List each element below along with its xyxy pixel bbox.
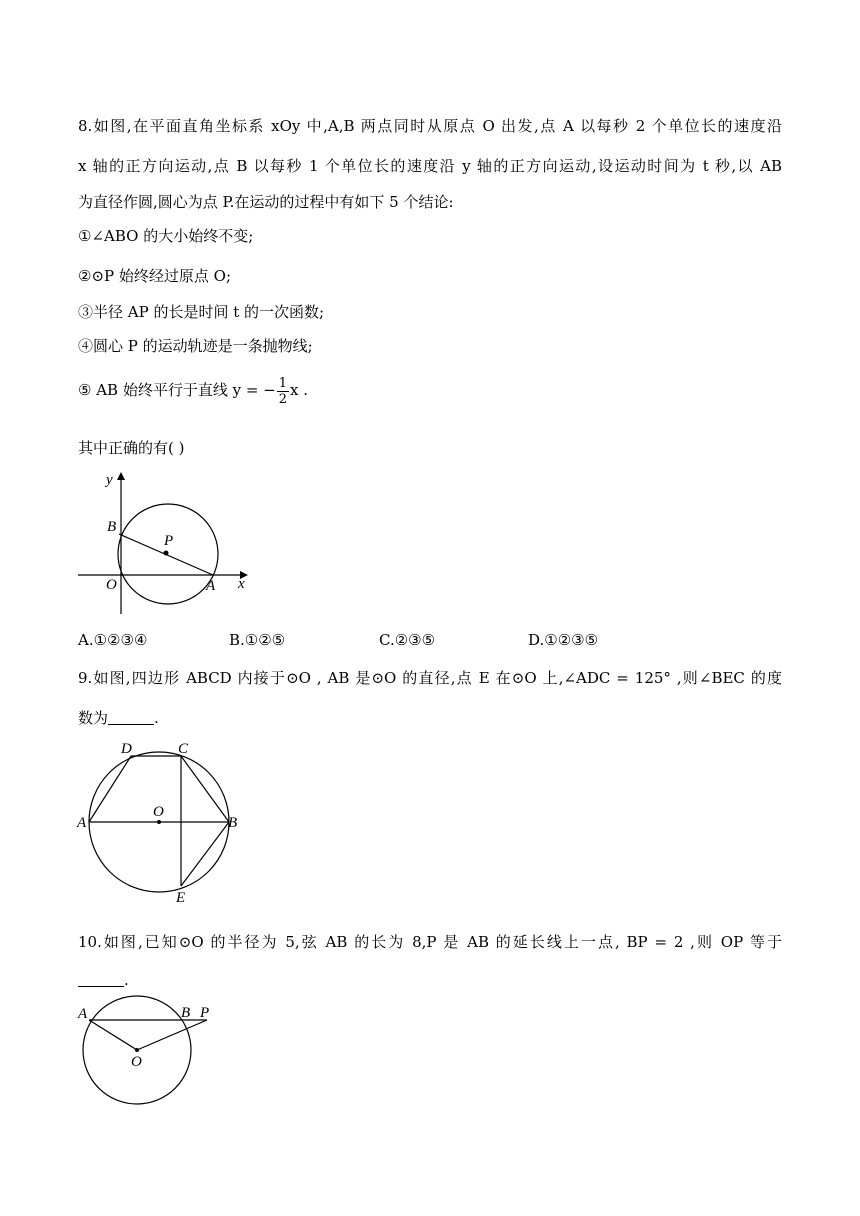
q8-figure [76,464,256,624]
q8-line-3: 为直径作圆,圆心为点 P.在运动的过程中有如下 5 个结论: [78,193,454,211]
label-e: E [176,890,186,906]
label-y: y [106,472,113,488]
label-a: A [78,1006,88,1022]
label-x: x [238,576,245,592]
q9-line-2 [78,708,159,728]
q10-line-2 [78,970,129,990]
q10-line-2-end: . [124,971,129,989]
q8-line-2: x 轴的正方向运动,点 B 以每秒 1 个单位长的速度沿 y 轴的正方向运动,设运动时间为 t 秒,以 AB [78,157,782,175]
q10-line-1: 10.如图,已知⊙O 的半径为 5,弦 AB 的长为 8,P 是 AB 的延长线上一点, BP = 2 ,则 OP 等于 [78,933,782,951]
fraction-denominator: 2 [278,391,288,407]
q9-line-2-text: 数为 [78,709,109,727]
label-d: D [121,741,132,757]
segment-oa [89,1020,137,1050]
label-a: A [77,815,87,831]
label-a: A [206,578,216,594]
center-point-o [157,820,161,824]
label-b: B [181,1005,191,1021]
q8-conclusion-2: ②⊙P 始终经过原点 O; [78,267,231,285]
label-b: B [228,815,238,831]
segment-op [137,1020,207,1050]
answer-blank[interactable] [108,710,154,725]
center-point-o [135,1048,139,1052]
q8-conclusion-4: ④圆心 P 的运动轨迹是一条抛物线; [78,337,313,355]
fraction [277,376,289,407]
label-o: O [153,804,164,820]
label-o: O [131,1054,142,1070]
option-a[interactable]: A.①②③④ [78,631,148,649]
q10-figure [76,998,226,1110]
answer-blank[interactable] [78,972,124,987]
option-c[interactable]: C.②③⑤ [379,631,436,649]
option-d[interactable]: D.①②③⑤ [528,631,599,649]
q8-conclusion-5-text: ⑤ AB 始终平行于直线 y = − [78,381,276,399]
fraction-numerator: 1 [278,375,288,391]
q8-conclusion-1: ①∠ABO 的大小始终不变; [78,227,254,245]
y-axis-arrow [117,472,125,480]
q8-conclusion-3: ③半径 AP 的长是时间 t 的一次函数; [78,303,325,321]
center-point-p [164,551,169,556]
q8-question-prompt: 其中正确的有( ) [78,439,185,457]
label-c: C [178,741,189,757]
label-p: P [200,1005,210,1021]
label-b: B [107,519,117,535]
q9-figure [76,740,246,910]
label-o: O [106,577,117,593]
q8-conclusion-5 [78,372,308,408]
q8-line-1: 8.如图,在平面直角坐标系 xOy 中,A,B 两点同时从原点 O 出发,点 A 以每秒 2 个单位长的速度沿 [78,117,782,135]
label-p: P [164,533,174,549]
q9-line-1: 9.如图,四边形 ABCD 内接于⊙O , AB 是⊙O 的直径,点 E 在⊙O 上,∠ADC = 125° ,则∠BEC 的度 [78,669,782,687]
q8-conclusion-5-end: x . [290,381,309,399]
q9-line-2-end: . [154,709,159,727]
option-b[interactable]: B.①②⑤ [229,631,286,649]
